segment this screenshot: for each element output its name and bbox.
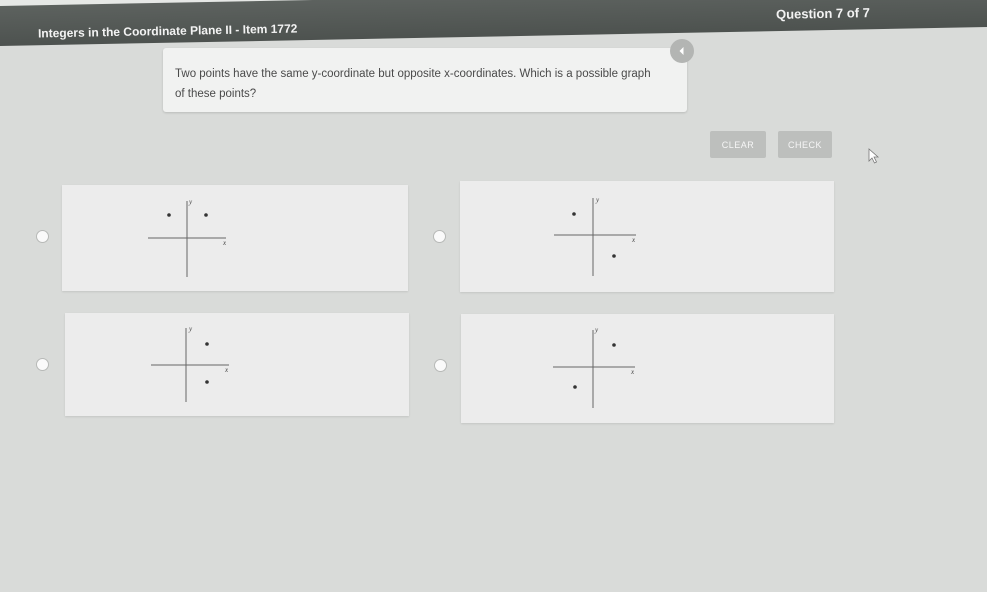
question-text: Two points have the same y-coordinate but opposite x-coordinates. Which is a possible graph of these points? — [175, 68, 651, 100]
choice-graph-3 — [149, 322, 239, 417]
point — [572, 212, 576, 216]
y-axis-label: y — [189, 325, 193, 333]
lesson-title: Integers in the Coordinate Plane II - Item 1772 — [37, 21, 298, 41]
point — [204, 213, 208, 217]
choice-graph-2 — [552, 192, 642, 287]
choice-radio-4[interactable] — [434, 359, 447, 372]
choice-graph-1 — [146, 195, 236, 290]
point — [205, 342, 209, 346]
x-axis-label: x — [632, 236, 636, 244]
question-counter: Question 7 of 7 — [775, 5, 871, 22]
choice-graph-4 — [551, 324, 641, 419]
graph-svg-4 — [551, 324, 641, 414]
y-axis-label: y — [189, 198, 193, 206]
choice-radio-3[interactable] — [36, 358, 49, 371]
check-button[interactable]: CHECK — [778, 131, 832, 158]
x-axis-label: x — [225, 366, 229, 374]
audio-button[interactable] — [670, 39, 694, 63]
point — [573, 385, 577, 389]
choice-radio-1[interactable] — [36, 230, 49, 243]
point — [612, 254, 616, 258]
graph-svg-3 — [149, 322, 239, 412]
clear-button[interactable]: CLEAR — [710, 131, 766, 158]
question-box — [163, 48, 687, 112]
mouse-pointer-icon — [868, 148, 882, 164]
graph-svg-2 — [552, 192, 642, 282]
point — [205, 380, 209, 384]
choice-card-2[interactable] — [460, 181, 834, 292]
x-axis-label: x — [631, 368, 635, 376]
point — [612, 343, 616, 347]
y-axis-label: y — [596, 196, 600, 204]
graph-svg-1 — [146, 195, 236, 285]
choice-radio-2[interactable] — [433, 230, 446, 243]
speaker-icon — [677, 46, 687, 56]
y-axis-label: y — [595, 326, 599, 334]
point — [167, 213, 171, 217]
x-axis-label: x — [223, 239, 227, 247]
choice-card-4[interactable] — [461, 314, 834, 423]
